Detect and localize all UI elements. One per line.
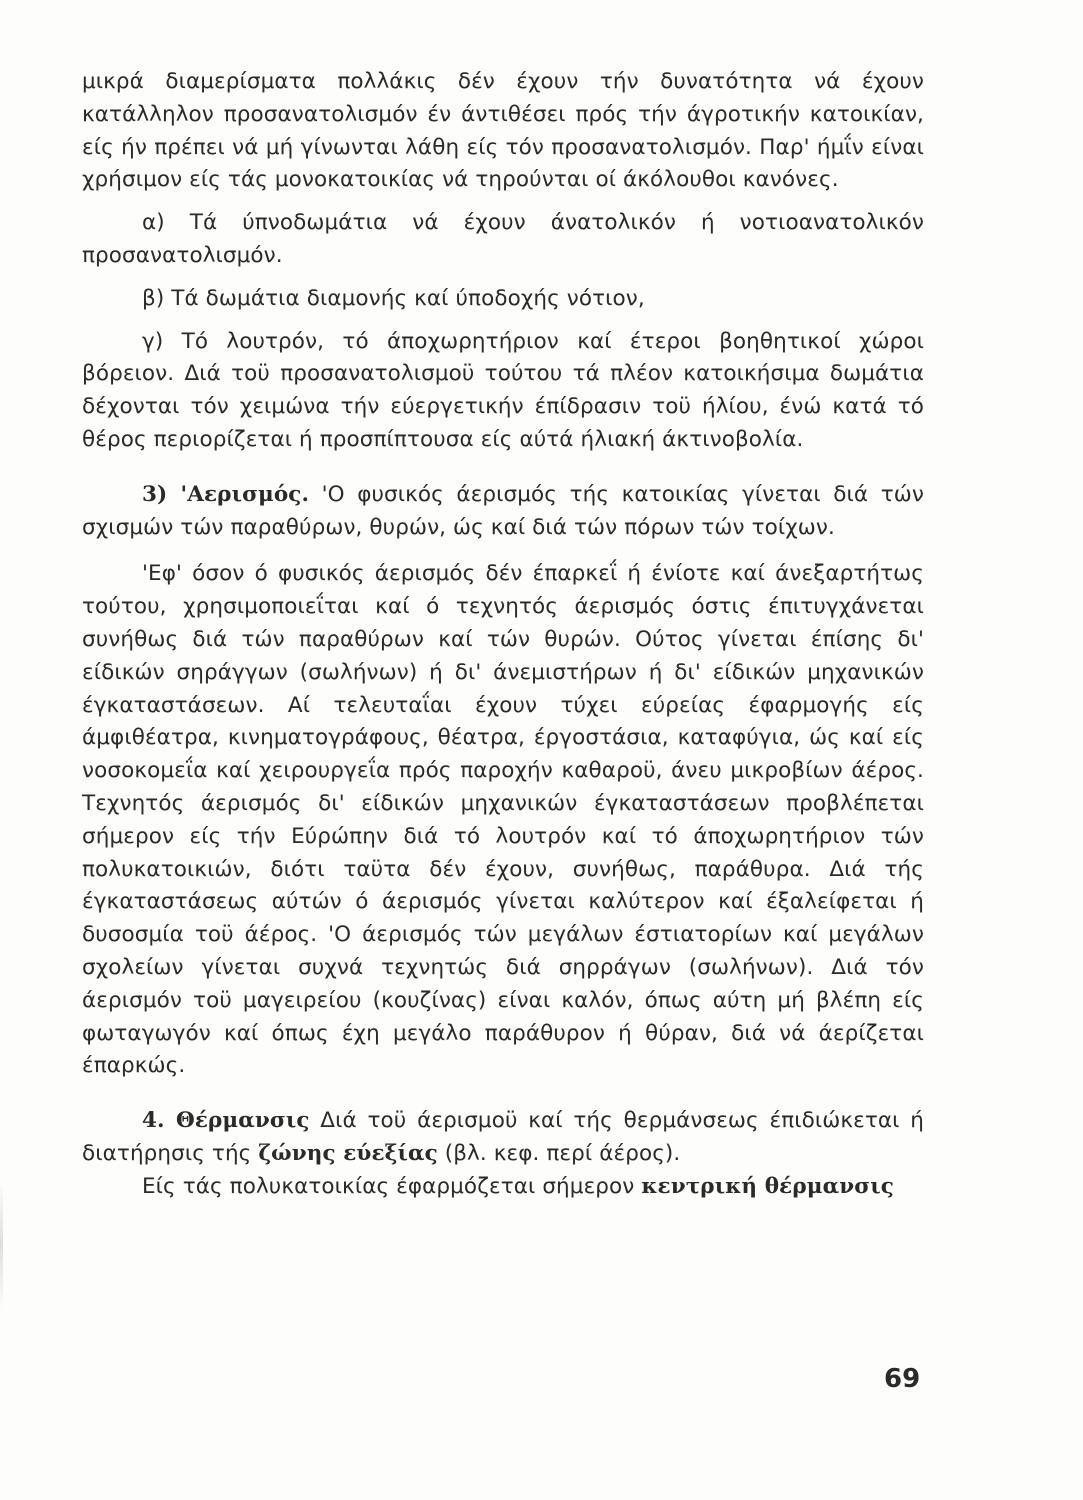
page-number: 69: [884, 1364, 921, 1394]
section-4-paragraph: [82, 1105, 924, 1171]
scan-edge-shadow: [0, 1180, 3, 1310]
rule-alpha: α) Τά ύπνοδωμάτια νά έχουν άνατολικόν ή νοτιοανατολικόν προσανατολισμόν.: [82, 210, 924, 268]
section-3-text: 'Ο φυσικός άερισμός τής κατοικίας γίνεται διά τών σχισμών τών παραθύρων, θυρών, ώς καί διά τών πόρων τών τοίχων.: [82, 481, 924, 540]
rule-beta: β) Τά δωμάτια διαμονής καί ύποδοχής νότιον,: [142, 285, 645, 311]
section-4-text-after: (βλ. κεφ. περί άέρος).: [437, 1140, 681, 1166]
section-3-paragraph: [82, 479, 924, 545]
section-4-bold-phrase: ζώνης εύεξίας: [258, 1140, 438, 1166]
section-3-heading: 3) 'Αερισμός.: [142, 481, 310, 507]
rule-gamma: γ) Τό λουτρόν, τό άποχωρητήριον καί έτεροι βοηθητικοί χώροι βόρειον. Διά τοϋ προσανατολισμοϋ τούτου τά πλέον κατοικήσιμα δωμάτια δέχονται τόν χειμώνα τήν εύεργετικήν έπίδρασιν τοϋ ήλίου, ένώ κατά τό θέρος περιορίζεται ή προσπίπτουσα είς αύτά ήλιακή άκτινοβολία.: [82, 328, 924, 452]
intro-paragraph: μικρά διαμερίσματα πολλάκις δέν έχουν τήν δυνατότητα νά έχουν κατάλληλον προσανατολισμόν έν άντιθέσει πρός τήν άγροτικήν κατοικίαν, είς ήν πρέπει νά μή γίνωνται λάθη είς τόν προσανατολισμόν. Παρ' ήμΐν είναι χρήσιμον είς τάς μονοκατοικίας νά τηρούνται οί άκόλουθοι κανόνες.: [82, 69, 924, 193]
section-4-heading: 4. Θέρμανσις: [142, 1108, 310, 1134]
final-paragraph-bold-phrase: κεντρική θέρμανσις: [641, 1173, 894, 1199]
final-paragraph: [82, 1171, 924, 1204]
section-4-text-before: Διά τοϋ άερισμοϋ καί τής θερμάνσεως έπιδιώκεται ή διατήρησις τής: [82, 1108, 924, 1166]
page-body: [82, 66, 924, 1204]
final-paragraph-text: Είς τάς πολυκατοικίας έφαρμόζεται σήμερον: [142, 1173, 642, 1199]
ventilation-paragraph: 'Εφ' όσον ό φυσικός άερισμός δέν έπαρκεΐ ή ένίοτε καί άνεξαρτήτως τούτου, χρησιμοποιεΐται καί ό τεχνητός άερισμός όστις έπιτυγχάνεται συνήθως διά τών παραθύρων καί τών θυρών. Ούτος γίνεται έπίσης δι' είδικών σηράγγων (σωλήνων) ή δι' άνεμιστήρων ή δι' είδικών μηχανικών έγκαταστάσεων. Αί τελευταΐαι έχουν τύχει εύρείας έφαρμογής είς άμφιθέατρα, κινηματογράφους, θέατρα, έργοστάσια, καταφύγια, ώς καί είς νοσοκομεΐα καί χειρουργεΐα πρός παροχήν καθαροϋ, άνευ μικροβίων άέρος. Τεχνητός άερισμός δι' είδικών μηχανικών έγκαταστάσεων προβλέπεται σήμερον είς τήν Εύρώπην διά τό λουτρόν καί τό άποχωρητήριον τών πολυκατοικιών, διότι ταϋτα δέν έχουν, συνήθως, παράθυρα. Διά τής έγκαταστάσεως αύτών ό άερισμός γίνεται καλύτερον καί έξαλείφεται ή δυσοσμία τοϋ άέρος. 'Ο άερισμός τών μεγάλων έστιατορίων καί μεγάλων σχολείων γίνεται συχνά τεχνητώς διά σηρράγων (σωλήνων). Διά τόν άερισμόν τοϋ μαγειρείου (κουζίνας) είναι καλόν, όπως αύτη μή βλέπη είς φωταγωγόν καί όπως έχη μεγάλο παράθυρον ή θύραν, διά νά άερίζεται έπαρκώς.: [82, 561, 924, 1079]
